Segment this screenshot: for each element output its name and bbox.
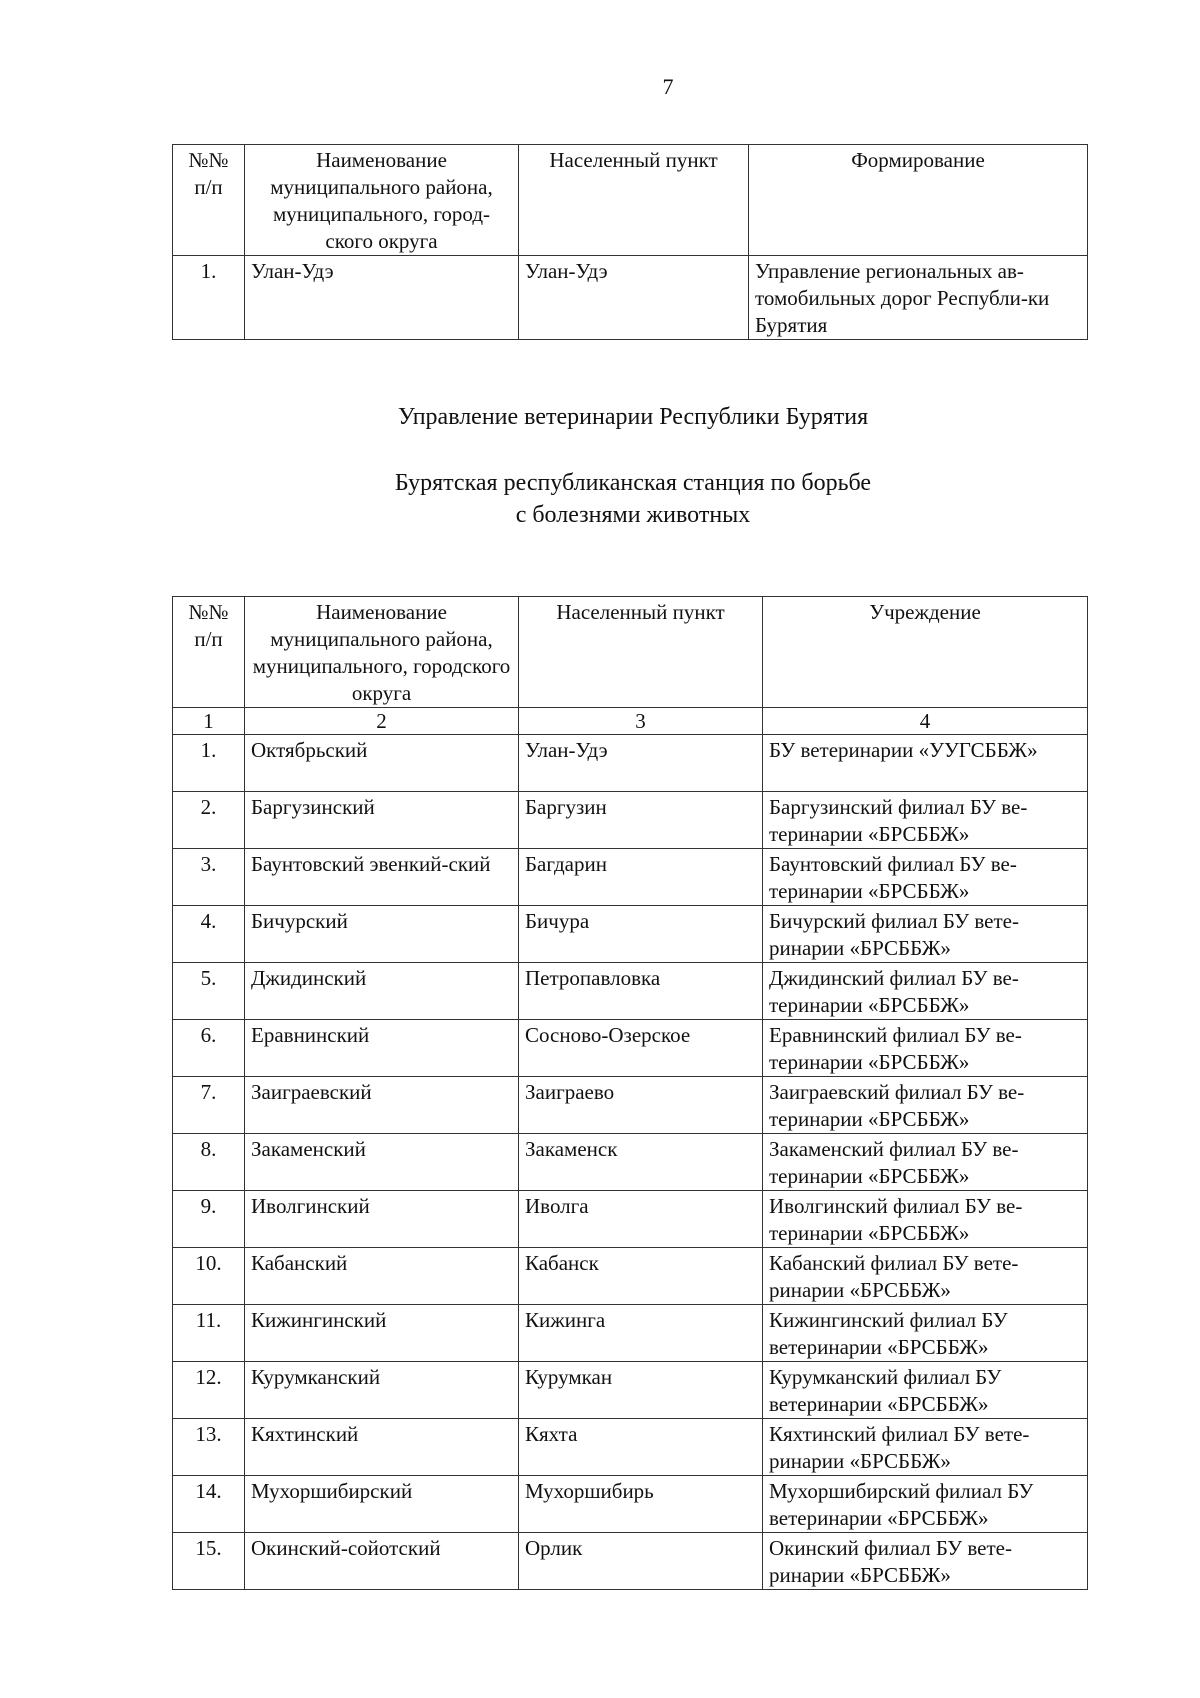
cell-settlement: Улан-Удэ: [519, 256, 749, 340]
cell-district: Мухоршибирский: [245, 1476, 519, 1533]
page-number: 7: [662, 74, 674, 99]
cell-number: 1.: [173, 735, 245, 792]
cell-settlement: Сосново-Озерское: [519, 1020, 763, 1077]
cell-institution: Закаменский филиал БУ ве-теринарии «БРСББЖ»: [763, 1134, 1088, 1191]
column-number-row: [173, 708, 1088, 735]
column-number: 3: [519, 708, 763, 735]
cell-number: 3.: [173, 849, 245, 906]
cell-district: Баунтовский эвенкий-ский: [245, 849, 519, 906]
table-row: [173, 1134, 1088, 1191]
cell-institution: Еравнинский филиал БУ ве-теринарии «БРСББЖ»: [763, 1020, 1088, 1077]
table-row: [173, 1191, 1088, 1248]
cell-settlement: Орлик: [519, 1533, 763, 1590]
cell-district: Еравнинский: [245, 1020, 519, 1077]
table-header-row: [173, 145, 1088, 256]
table-row: [173, 1077, 1088, 1134]
table-row: [173, 792, 1088, 849]
cell-institution: Кижингинский филиал БУ ветеринарии «БРСББЖ»: [763, 1305, 1088, 1362]
cell-institution: БУ ветеринарии «УУГСББЖ»: [763, 735, 1088, 792]
cell-number: 10.: [173, 1248, 245, 1305]
roads-table: [172, 144, 1088, 340]
cell-institution: Кяхтинский филиал БУ вете-ринарии «БРСББЖ»: [763, 1419, 1088, 1476]
cell-district: Закаменский: [245, 1134, 519, 1191]
header-number: №№ п/п: [173, 597, 245, 708]
cell-institution: Баунтовский филиал БУ ве-теринарии «БРСББЖ»: [763, 849, 1088, 906]
cell-settlement: Заиграево: [519, 1077, 763, 1134]
table-row: [173, 906, 1088, 963]
cell-settlement: Кижинга: [519, 1305, 763, 1362]
cell-formation: Управление региональных ав-томобильных дорог Республи-ки Бурятия: [749, 256, 1088, 340]
cell-district: Окинский-сойотский: [245, 1533, 519, 1590]
cell-number: 15.: [173, 1533, 245, 1590]
table-row: [173, 849, 1088, 906]
veterinary-table: [172, 596, 1088, 1590]
cell-district: Курумканский: [245, 1362, 519, 1419]
header-settlement: Населенный пункт: [519, 597, 763, 708]
cell-number: 12.: [173, 1362, 245, 1419]
cell-institution: Кабанский филиал БУ вете-ринарии «БРСББЖ»: [763, 1248, 1088, 1305]
cell-district: Октябрьский: [245, 735, 519, 792]
cell-number: 4.: [173, 906, 245, 963]
subsection-heading-line2: с болезнями животных: [515, 502, 751, 528]
cell-district: Кяхтинский: [245, 1419, 519, 1476]
header-formation: Формирование: [749, 145, 1088, 256]
cell-district: Кижингинский: [245, 1305, 519, 1362]
table-row: [173, 1419, 1088, 1476]
table-header-row: [173, 597, 1088, 708]
cell-institution: Курумканский филиал БУ ветеринарии «БРСББЖ»: [763, 1362, 1088, 1419]
cell-settlement: Закаменск: [519, 1134, 763, 1191]
header-institution: Учреждение: [763, 597, 1088, 708]
cell-district: Бичурский: [245, 906, 519, 963]
cell-number: 9.: [173, 1191, 245, 1248]
cell-institution: Иволгинский филиал БУ ве-теринарии «БРСББЖ»: [763, 1191, 1088, 1248]
cell-institution: Баргузинский филиал БУ ве-теринарии «БРСББЖ»: [763, 792, 1088, 849]
header-settlement: Населенный пункт: [519, 145, 749, 256]
cell-settlement: Петропавловка: [519, 963, 763, 1020]
cell-institution: Заиграевский филиал БУ ве-теринарии «БРСББЖ»: [763, 1077, 1088, 1134]
column-number: 1: [173, 708, 245, 735]
cell-number: 2.: [173, 792, 245, 849]
cell-settlement: Бичура: [519, 906, 763, 963]
cell-institution: Бичурский филиал БУ вете-ринарии «БРСББЖ»: [763, 906, 1088, 963]
cell-district: Кабанский: [245, 1248, 519, 1305]
table-row: [173, 963, 1088, 1020]
header-number: №№ п/п: [173, 145, 245, 256]
table-row: [173, 1305, 1088, 1362]
header-district: Наименование муниципального района, муниципального, город-ского округа: [245, 145, 519, 256]
cell-settlement: Баргузин: [519, 792, 763, 849]
table-row: [173, 1533, 1088, 1590]
column-number: 4: [763, 708, 1088, 735]
cell-district: Иволгинский: [245, 1191, 519, 1248]
cell-settlement: Багдарин: [519, 849, 763, 906]
subsection-heading-line1: Бурятская республиканская станция по борьбе: [394, 470, 872, 496]
cell-number: 6.: [173, 1020, 245, 1077]
table-row: [173, 1248, 1088, 1305]
cell-number: 5.: [173, 963, 245, 1020]
cell-institution: Мухоршибирский филиал БУ ветеринарии «БРСББЖ»: [763, 1476, 1088, 1533]
cell-institution: Окинский филиал БУ вете-ринарии «БРСББЖ»: [763, 1533, 1088, 1590]
cell-number: 7.: [173, 1077, 245, 1134]
cell-district: Улан-Удэ: [245, 256, 519, 340]
cell-district: Джидинский: [245, 963, 519, 1020]
table-row: [173, 1476, 1088, 1533]
cell-settlement: Улан-Удэ: [519, 735, 763, 792]
cell-district: Баргузинский: [245, 792, 519, 849]
table-row: [173, 1362, 1088, 1419]
cell-number: 11.: [173, 1305, 245, 1362]
header-district: Наименование муниципального района, муниципального, городского округа: [245, 597, 519, 708]
table-row: [173, 1020, 1088, 1077]
table-row: [173, 256, 1088, 340]
cell-settlement: Кабанск: [519, 1248, 763, 1305]
cell-number: 14.: [173, 1476, 245, 1533]
cell-district: Заиграевский: [245, 1077, 519, 1134]
cell-number: 8.: [173, 1134, 245, 1191]
column-number: 2: [245, 708, 519, 735]
cell-institution: Джидинский филиал БУ ве-теринарии «БРСББЖ»: [763, 963, 1088, 1020]
cell-number: 13.: [173, 1419, 245, 1476]
cell-number: 1.: [173, 256, 245, 340]
section-heading: Управление ветеринарии Республики Бурятия: [397, 404, 869, 430]
cell-settlement: Кяхта: [519, 1419, 763, 1476]
cell-settlement: Иволга: [519, 1191, 763, 1248]
cell-settlement: Курумкан: [519, 1362, 763, 1419]
cell-settlement: Мухоршибирь: [519, 1476, 763, 1533]
table-row: [173, 735, 1088, 792]
